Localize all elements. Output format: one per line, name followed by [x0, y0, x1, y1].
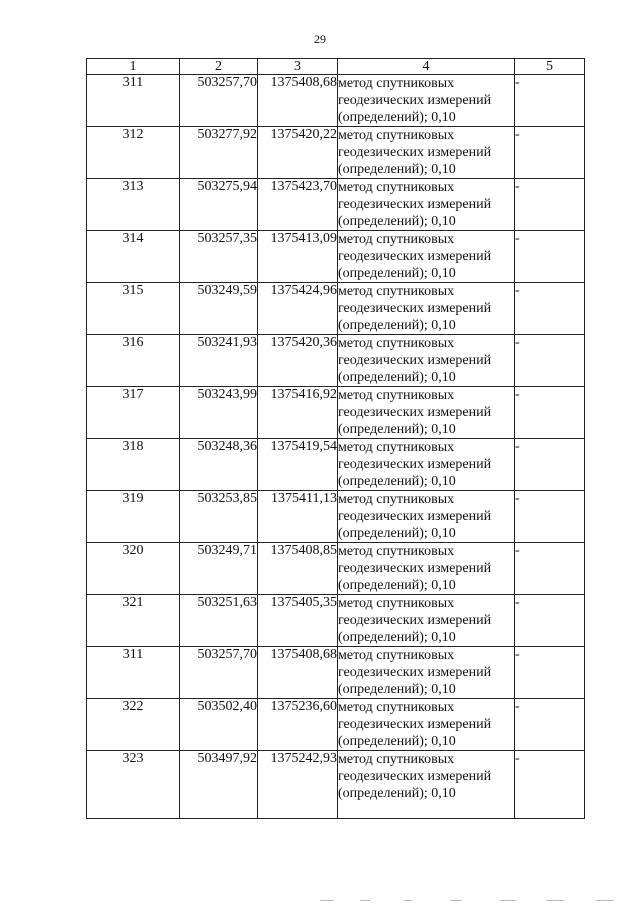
x-coordinate-cell: 503257,70	[180, 647, 258, 699]
y-coordinate-cell: 1375408,85	[258, 543, 338, 595]
note-cell: -	[515, 231, 585, 283]
y-coordinate-cell: 1375236,60	[258, 699, 338, 751]
point-number-cell: 314	[87, 231, 180, 283]
y-coordinate-cell: 1375424,96	[258, 283, 338, 335]
table-row	[87, 491, 585, 543]
y-coordinate-cell: 1375420,22	[258, 127, 338, 179]
table-row	[87, 179, 585, 231]
table-row	[87, 699, 585, 751]
table-row	[87, 543, 585, 595]
y-coordinate-cell: 1375419,54	[258, 439, 338, 491]
method-cell: метод спутниковых геодезических измерений (определений); 0,10	[338, 647, 515, 699]
point-number-cell: 321	[87, 595, 180, 647]
y-coordinate-cell: 1375423,70	[258, 179, 338, 231]
y-coordinate-cell: 1375420,36	[258, 335, 338, 387]
point-number-cell: 316	[87, 335, 180, 387]
method-cell: метод спутниковых геодезических измерений (определений); 0,10	[338, 595, 515, 647]
note-cell: -	[515, 75, 585, 127]
x-coordinate-cell: 503243,99	[180, 387, 258, 439]
x-coordinate-cell: 503257,70	[180, 75, 258, 127]
point-number-cell: 319	[87, 491, 180, 543]
method-cell: метод спутниковых геодезических измерений (определений); 0,10	[338, 127, 515, 179]
note-cell: -	[515, 127, 585, 179]
point-number-cell: 323	[87, 751, 180, 819]
note-cell: -	[515, 491, 585, 543]
x-coordinate-cell: 503277,92	[180, 127, 258, 179]
table-body	[87, 75, 585, 819]
point-number-cell: 320	[87, 543, 180, 595]
method-cell: метод спутниковых геодезических измерений (определений); 0,10	[338, 387, 515, 439]
table-row	[87, 231, 585, 283]
scan-artifact-marks	[300, 897, 630, 901]
column-header-1: 1	[87, 59, 180, 75]
note-cell: -	[515, 283, 585, 335]
y-coordinate-cell: 1375242,93	[258, 751, 338, 819]
column-header-3: 3	[258, 59, 338, 75]
method-cell: метод спутниковых геодезических измерений (определений); 0,10	[338, 231, 515, 283]
y-coordinate-cell: 1375416,92	[258, 387, 338, 439]
table-row	[87, 283, 585, 335]
point-number-cell: 311	[87, 75, 180, 127]
point-number-cell: 317	[87, 387, 180, 439]
method-cell: метод спутниковых геодезических измерений (определений); 0,10	[338, 491, 515, 543]
note-cell: -	[515, 543, 585, 595]
note-cell: -	[515, 751, 585, 819]
column-header-5: 5	[515, 59, 585, 75]
y-coordinate-cell: 1375408,68	[258, 647, 338, 699]
x-coordinate-cell: 503249,71	[180, 543, 258, 595]
column-header-2: 2	[180, 59, 258, 75]
x-coordinate-cell: 503275,94	[180, 179, 258, 231]
table-row	[87, 647, 585, 699]
table-row	[87, 335, 585, 387]
method-cell: метод спутниковых геодезических измерений (определений); 0,10	[338, 75, 515, 127]
y-coordinate-cell: 1375408,68	[258, 75, 338, 127]
x-coordinate-cell: 503249,59	[180, 283, 258, 335]
note-cell: -	[515, 439, 585, 491]
point-number-cell: 322	[87, 699, 180, 751]
coordinates-table	[86, 58, 585, 819]
point-number-cell: 312	[87, 127, 180, 179]
page-number: 29	[314, 32, 326, 46]
y-coordinate-cell: 1375411,13	[258, 491, 338, 543]
x-coordinate-cell: 503248,36	[180, 439, 258, 491]
method-cell: метод спутниковых геодезических измерений (определений); 0,10	[338, 543, 515, 595]
method-cell: метод спутниковых геодезических измерений (определений); 0,10	[338, 335, 515, 387]
table-row	[87, 751, 585, 819]
y-coordinate-cell: 1375413,09	[258, 231, 338, 283]
table-row	[87, 127, 585, 179]
note-cell: -	[515, 699, 585, 751]
note-cell: -	[515, 335, 585, 387]
table-row	[87, 595, 585, 647]
x-coordinate-cell: 503497,92	[180, 751, 258, 819]
x-coordinate-cell: 503502,40	[180, 699, 258, 751]
table-row	[87, 387, 585, 439]
method-cell: метод спутниковых геодезических измерений (определений); 0,10	[338, 751, 515, 819]
note-cell: -	[515, 387, 585, 439]
note-cell: -	[515, 647, 585, 699]
method-cell: метод спутниковых геодезических измерений (определений); 0,10	[338, 439, 515, 491]
point-number-cell: 315	[87, 283, 180, 335]
table-header-row	[87, 59, 585, 75]
note-cell: -	[515, 595, 585, 647]
x-coordinate-cell: 503253,85	[180, 491, 258, 543]
x-coordinate-cell: 503241,93	[180, 335, 258, 387]
method-cell: метод спутниковых геодезических измерений (определений); 0,10	[338, 179, 515, 231]
method-cell: метод спутниковых геодезических измерений (определений); 0,10	[338, 283, 515, 335]
x-coordinate-cell: 503257,35	[180, 231, 258, 283]
table-row	[87, 75, 585, 127]
note-cell: -	[515, 179, 585, 231]
y-coordinate-cell: 1375405,35	[258, 595, 338, 647]
point-number-cell: 311	[87, 647, 180, 699]
point-number-cell: 313	[87, 179, 180, 231]
column-header-4: 4	[338, 59, 515, 75]
x-coordinate-cell: 503251,63	[180, 595, 258, 647]
point-number-cell: 318	[87, 439, 180, 491]
method-cell: метод спутниковых геодезических измерений (определений); 0,10	[338, 699, 515, 751]
table-row	[87, 439, 585, 491]
